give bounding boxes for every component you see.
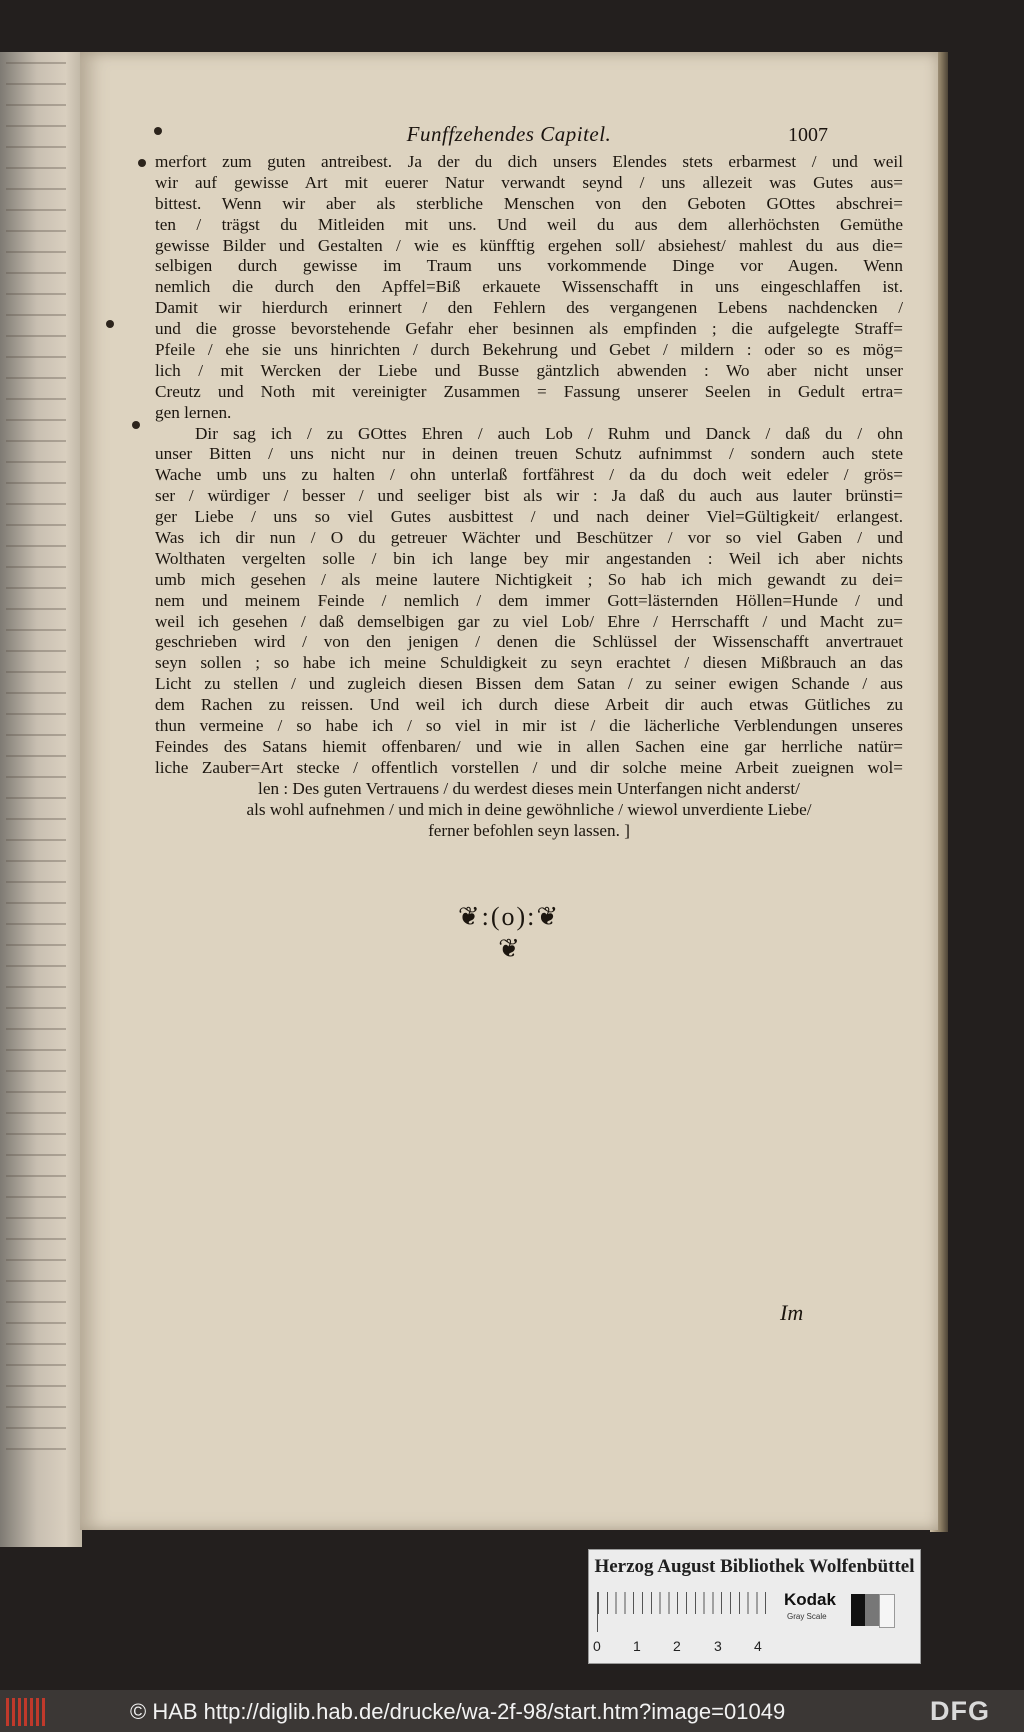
left-page-edge <box>0 52 82 1547</box>
body-text <box>155 152 903 841</box>
text-line: weil ich gesehen / daß demselbigen gar zu viel Lob/ Ehre / Herrschafft / und Macht zu= <box>155 611 903 631</box>
text-line: Pfeile / ehe sie uns hinrichten / durch Bekehrung und Gebet / mildern : oder so es mög= <box>155 340 903 360</box>
text-line: und die grosse bevorstehende Gefahr eher besinnen als empfinden ; die aufgelegte Straff= <box>155 319 903 339</box>
scale-ruler <box>597 1592 774 1632</box>
text-line: ser / würdiger / besser / und seeliger bist als wir : Ja daß du auch aus lauter brünsti= <box>155 486 903 506</box>
text-line: merfort zum guten antreibest. Ja der du dich unsers Elendes stets erbarmest / und weil <box>155 152 903 171</box>
book-page <box>80 52 938 1530</box>
text-line: Feindes des Satans hiemit offenbaren/ und wie in allen Sachen eine gar herrliche natür= <box>155 736 903 756</box>
text-line: umb mich gesehen / als meine lautere Nichtigkeit ; So hab ich mich gewandt zu dei= <box>155 569 903 589</box>
ruler-number: 4 <box>754 1638 762 1654</box>
ruler-number: 2 <box>673 1638 681 1654</box>
text-line: wir auf gewisse Art mit euerer Natur verwandt seynd / uns allezeit was Gutes aus= <box>155 172 903 192</box>
ruler-number: 1 <box>633 1638 641 1654</box>
text-line: ten / trägst du Mitleiden mit uns. Und weil du aus dem allerhöchsten Gemüthe <box>155 214 903 234</box>
catchword: Im <box>780 1300 804 1325</box>
gray-swatch-mid <box>865 1594 879 1626</box>
printers-ornament-small: ❦ <box>498 934 520 963</box>
text-line: gewisse Bilder und Gestalten / wie es künfftig ergehen soll/ absiehest/ mahlest du aus die= <box>155 235 903 255</box>
text-line: als wohl aufnehmen / und mich in deine gewöhnliche / wiewol unverdiente Liebe/ <box>246 799 812 819</box>
kodak-logo: Kodak <box>784 1590 836 1609</box>
text-line: lich / mit Wercken der Liebe und Busse gäntzlich abwenden : Wo aber nicht unser <box>155 360 903 380</box>
copyright-url[interactable]: © HAB http://diglib.hab.de/drucke/wa-2f-98/start.htm?image=01049 <box>130 1699 786 1724</box>
page-number: 1007 <box>788 124 828 146</box>
left-page-text-lines <box>6 62 66 1462</box>
text-line: len : Des guten Vertrauens / du werdest dieses mein Unterfangen nicht anderst/ <box>258 778 800 798</box>
text-line: nemlich die durch den Apffel=Biß erkauete Wissenschafft in uns eingeschlaffen ist. <box>155 277 903 297</box>
text-line: unser Bitten / uns nicht nur in deinen treuen Schutz aufnimmst / sondern auch stete <box>155 444 903 464</box>
text-line: liche Zauber=Art stecke / offentlich vorstellen / und dir solche meine Arbeit zueignen wol= <box>155 757 903 777</box>
gray-swatch-black <box>851 1594 865 1626</box>
dfg-logo: DFG <box>930 1696 990 1726</box>
text-line: seyn sollen ; so habe ich meine Schuldigkeit zu seyn erachtet / diesen Mißbrauch an das <box>155 653 903 673</box>
text-line: gen lernen. <box>155 402 232 422</box>
text-line: Creutz und Noth mit vereinigter Zusammen = Fassung unserer Seelen in Gedult ertra= <box>155 381 903 401</box>
text-line: nem und meinem Feinde / nemlich / dem immer Gott=lästernden Höllen=Hunde / und <box>155 590 903 610</box>
text-line: dem Rachen zu reissen. Und weil ich durch diese Arbeit dir auch etwas Gütliches zu <box>155 695 903 715</box>
bullet-mark <box>106 320 114 328</box>
text-line: Was ich dir nun / O du getreuer Wächter und Beschützer / vor so viel Gaben / und <box>155 528 903 548</box>
bullet-mark <box>138 159 146 167</box>
text-line: Wache umb uns zu halten / ohn unterlaß fortfährest / da du doch weit edeler / grös= <box>155 465 903 485</box>
gray-swatch-white <box>879 1594 895 1628</box>
gray-scale-label: Gray Scale <box>787 1612 827 1621</box>
text-line: Wolthaten vergelten solle / bin ich lange bey mir angestanden : Weil ich aber nichts <box>155 548 903 568</box>
text-line: selbigen durch gewisse im Traum uns vorkommende Dinge vor Augen. Wenn <box>155 256 903 276</box>
ruler-number: 0 <box>593 1638 601 1654</box>
ruler-number: 3 <box>714 1638 722 1654</box>
text-line: Licht zu stellen / und zugleich diesen Bissen dem Satan / zu seiner ewigen Schande / aus <box>155 674 903 694</box>
library-name: Herzog August Bibliothek Wolfenbüttel <box>594 1556 915 1577</box>
barcode-icon <box>6 1698 46 1726</box>
running-head: Funffzehendes Capitel. <box>406 122 612 146</box>
text-line: ger Liebe / uns so viel Gutes ausbittest / und nach deiner Viel=Gültigkeit/ erlangest. <box>155 507 903 527</box>
text-line: thun vermeine / so habe ich / so viel in mir ist / die lächerliche Verblendungen unseres <box>155 716 903 736</box>
printers-ornament: ❦:(o):❦ <box>457 902 561 931</box>
footer-bar <box>0 1690 1024 1732</box>
text-line: Dir sag ich / zu GOttes Ehren / auch Lob / Ruhm und Danck / daß du / ohn <box>195 423 903 443</box>
text-line: bittest. Wenn wir aber als sterbliche Menschen von den Geboten GOttes abschrei= <box>155 193 903 213</box>
text-line: Damit wir hierdurch erinnert / den Fehlern des vergangenen Lebens nachdencken / <box>155 298 903 318</box>
bullet-mark <box>132 421 140 429</box>
text-line: geschrieben wird / von den jenigen / denen die Schlüssel der Wissenschafft anvertrauet <box>155 632 903 652</box>
text-line: ferner befohlen seyn lassen. ] <box>428 820 630 840</box>
library-color-target <box>588 1549 921 1664</box>
